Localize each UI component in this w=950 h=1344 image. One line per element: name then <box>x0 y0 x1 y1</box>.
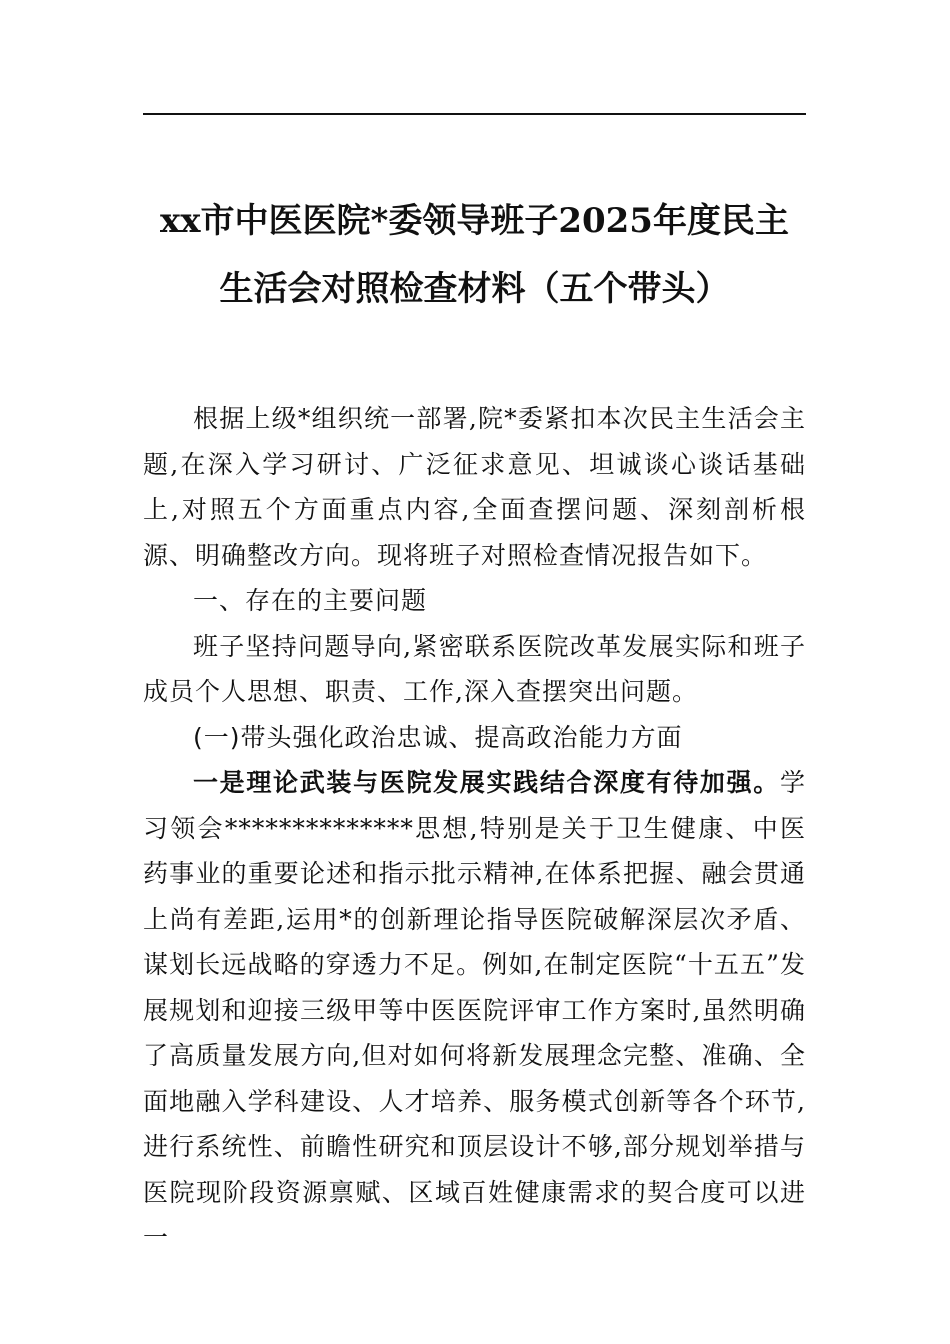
document-title-line-2: 生活会对照检查材料（五个带头） <box>219 269 730 309</box>
point-body-text: 学习领会**************思想,特别是关于卫生健康、中医药事业的重要论述和指示批示精神,在体系把握、融会贯通上尚有差距,运用*的创新理论指导医院破解深层次矛盾、谋划长远战略的穿透力不足。例如,在制定医院“十五五”发展规划和迎接三级甲等中医医院评审工作方案时,虽然明确了高质量发展方向,但对如何将新发展理念完整、准确、全面地融入学科建设、人才培养、服务模式创新等各个环节,进行系统性、前瞻性研究和顶层设计不够,部分规划举措与医院现阶段资源禀赋、区域百姓健康需求的契合度可以进一 <box>143 768 806 1252</box>
point-paragraph <box>143 760 806 1261</box>
header-rule <box>143 113 806 115</box>
section-heading: 一、存在的主要问题 <box>193 586 428 615</box>
document-body <box>143 396 806 1261</box>
section-intro-paragraph: 班子坚持问题导向,紧密联系医院改革发展实际和班子成员个人思想、职责、工作,深入查摆突出问题。 <box>143 631 806 706</box>
point-lead-sentence: 一是理论武装与医院发展实践结合深度有待加强。 <box>193 768 780 797</box>
document-title-line-1: xx市中医医院*委领导班子2025年度民主 <box>160 201 789 241</box>
subsection-heading: (一)带头强化政治忠诚、提高政治能力方面 <box>193 722 683 752</box>
intro-paragraph: 根据上级*组织统一部署,院*委紧扣本次民主生活会主题,在深入学习研讨、广泛征求意见、坦诚谈心谈话基础上,对照五个方面重点内容,全面查摆问题、深刻剖析根源、明确整改方向。现将班子对照检查情况报告如下。 <box>143 404 806 570</box>
